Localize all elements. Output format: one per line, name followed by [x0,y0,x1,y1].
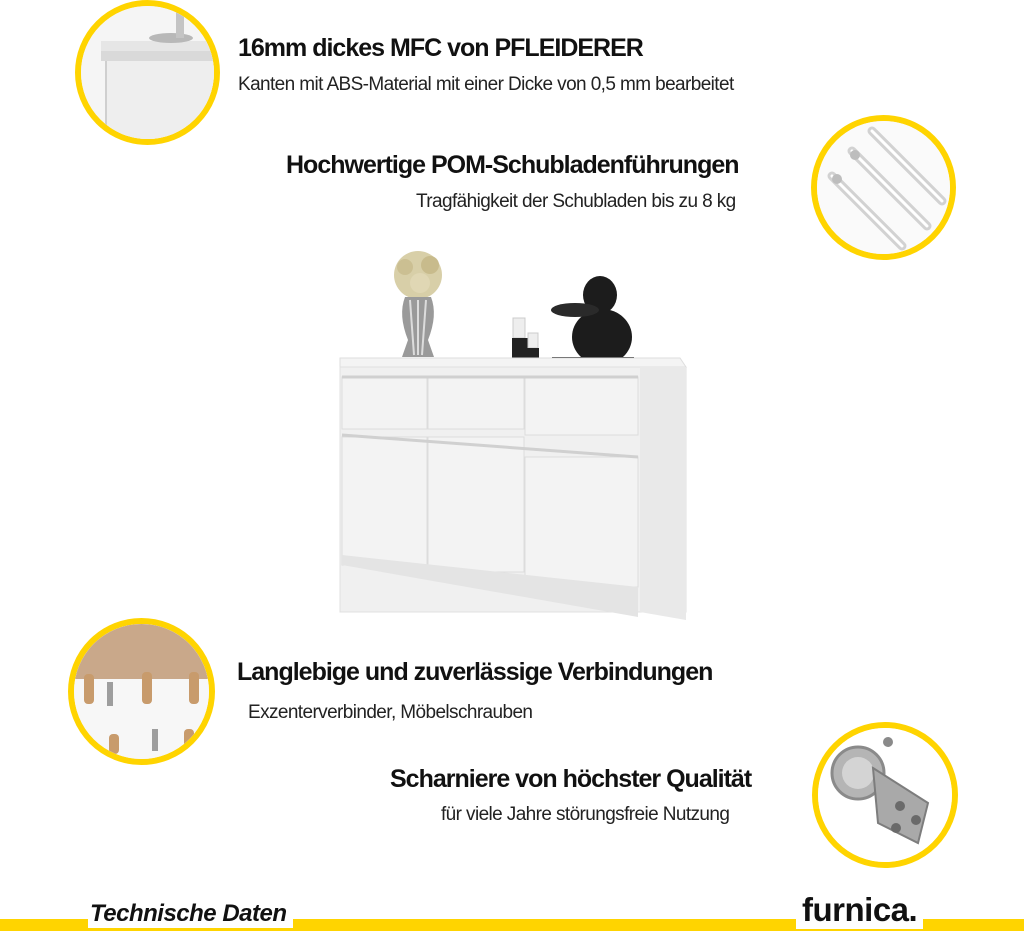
feature-title-slides: Hochwertige POM-Schubladenführungen [286,151,739,179]
connectors-image [68,618,215,765]
sideboard-image [330,245,700,635]
dowel-icon [74,624,209,759]
monkey-sculpture [551,276,634,367]
feature-title-mfc: 16mm dickes MFC von PFLEIDERER [238,34,643,62]
feature-title-connections: Langlebige und zuverlässige Verbindungen [237,658,713,686]
feature-title-hinges: Scharniere von höchster Qualität [390,765,752,793]
vase-decoration [394,251,442,357]
board-edge-image [75,0,220,145]
brand-logo: furnica. [796,891,923,929]
drawer-slide-icon [817,121,950,254]
feature-desc-connections: Exzenterverbinder, Möbelschrauben [248,702,533,723]
drawer-slides-image [811,115,956,260]
feature-desc-hinges: für viele Jahre störungsfreie Nutzung [441,804,730,825]
board-edge-icon [81,6,214,139]
feature-desc-mfc: Kanten mit ABS-Material mit einer Dicke von 0,5 mm bearbeitet [238,74,734,95]
feature-desc-slides: Tragfähigkeit der Schubladen bis zu 8 kg [416,191,736,212]
hinge-image [812,722,958,868]
technical-data-label: Technische Daten [88,900,293,928]
hinge-icon [818,728,952,862]
sideboard-icon [330,245,700,635]
